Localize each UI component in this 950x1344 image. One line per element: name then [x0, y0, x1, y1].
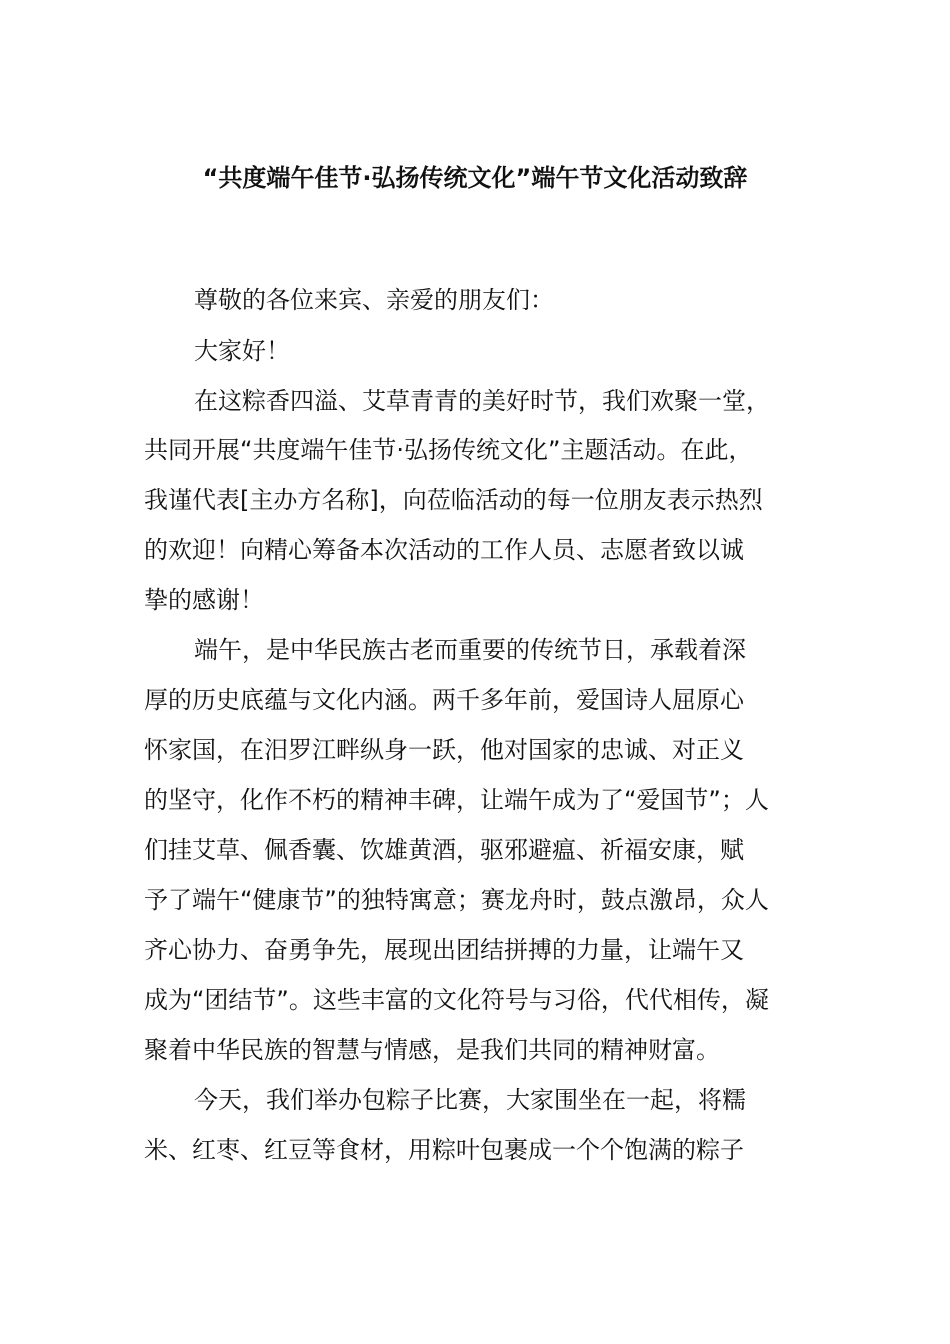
- greeting-line: 大家好！: [194, 337, 290, 365]
- paragraph-line: 今天，我们举办包粽子比赛，大家围坐在一起，将糯: [194, 1086, 746, 1114]
- paragraph-line: 聚着中华民族的智慧与情感，是我们共同的精神财富。: [144, 1036, 720, 1064]
- paragraph-line: 们挂艾草、佩香囊、饮雄黄酒，驱邪避瘟、祈福安康，赋: [144, 836, 744, 864]
- paragraph-line: 齐心协力、奋勇争先，展现出团结拼搏的力量，让端午又: [144, 936, 744, 964]
- document-title: “共度端午佳节·弘扬传统文化”端午节文化活动致辞: [202, 164, 748, 192]
- salutation-line: 尊敬的各位来宾、亲爱的朋友们：: [194, 286, 554, 314]
- paragraph-line: 挚的感谢！: [144, 586, 264, 614]
- paragraph-line: 我谨代表[主办方名称]，向莅临活动的每一位朋友表示热烈: [144, 486, 763, 514]
- paragraph-line: 成为“团结节”。这些丰富的文化符号与习俗，代代相传，凝: [144, 986, 769, 1014]
- paragraph-line: 的坚守，化作不朽的精神丰碑，让端午成为了“爱国节”；人: [144, 786, 769, 814]
- paragraph-line: 怀家国，在汨罗江畔纵身一跃，他对国家的忠诚、对正义: [144, 736, 744, 764]
- paragraph-line: 共同开展“共度端午佳节·弘扬传统文化”主题活动。在此，: [144, 436, 753, 464]
- paragraph-line: 予了端午“健康节”的独特寓意；赛龙舟时，鼓点激昂，众人: [144, 886, 769, 914]
- paragraph-line: 的欢迎！向精心筹备本次活动的工作人员、志愿者致以诚: [144, 536, 744, 564]
- paragraph-line: 在这粽香四溢、艾草青青的美好时节，我们欢聚一堂，: [194, 387, 770, 415]
- paragraph-line: 厚的历史底蕴与文化内涵。两千多年前，爱国诗人屈原心: [144, 686, 744, 714]
- paragraph-line: 端午，是中华民族古老而重要的传统节日，承载着深: [194, 636, 746, 664]
- paragraph-line: 米、红枣、红豆等食材，用粽叶包裹成一个个饱满的粽子: [144, 1136, 744, 1164]
